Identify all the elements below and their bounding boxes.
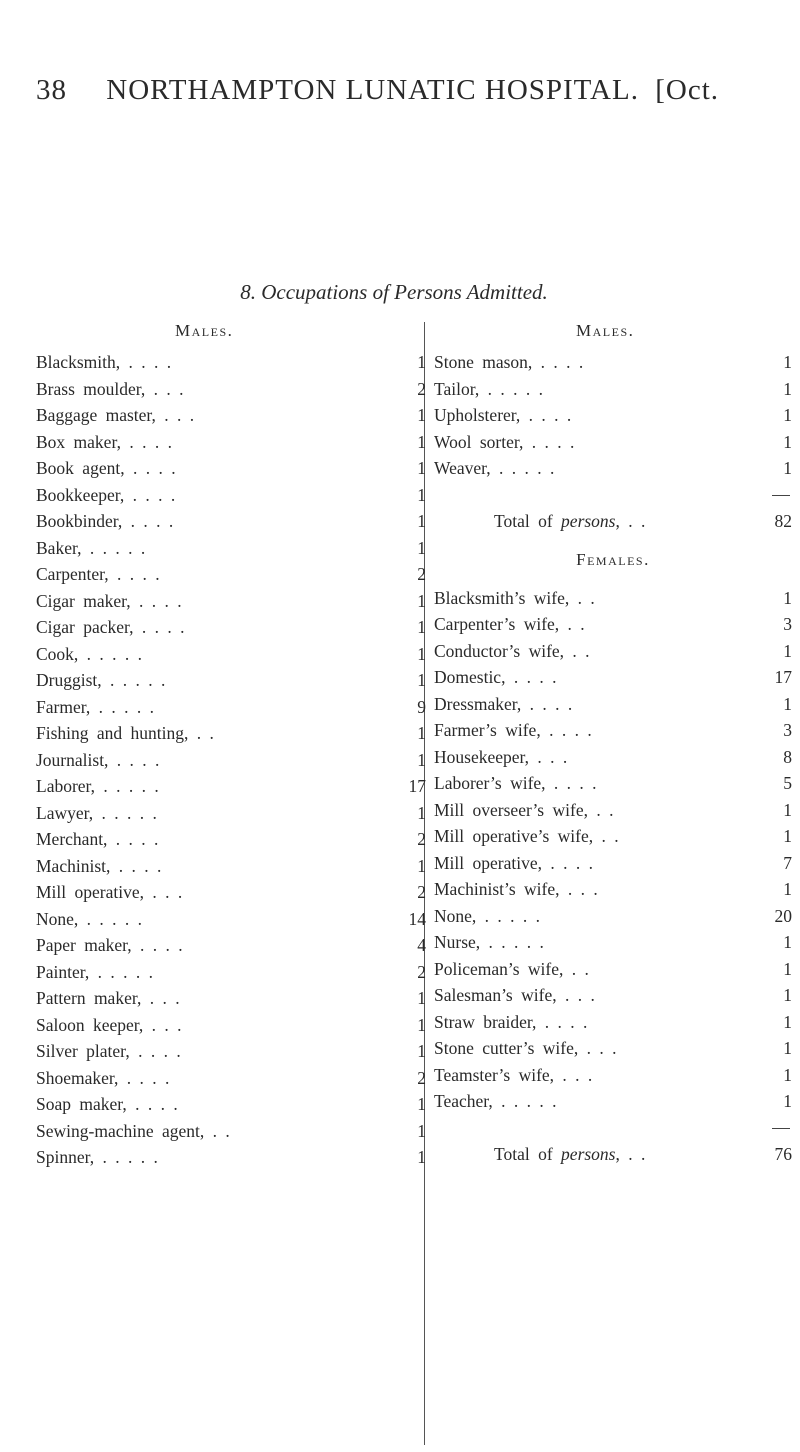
- occupation-name: Mill operative, . . .: [36, 882, 183, 902]
- sum-rule: [434, 482, 792, 509]
- male-occupation-row: [36, 853, 426, 880]
- occupation-count: 1: [783, 985, 792, 1005]
- occupation-name: Domestic, . . . .: [434, 667, 557, 687]
- male-occupation-row: [434, 349, 792, 376]
- male-occupation-row: [434, 429, 792, 456]
- occupation-count: 7: [783, 852, 792, 873]
- occupation-name: Book agent, . . . .: [36, 458, 176, 478]
- occupation-name: Shoemaker, . . . .: [36, 1067, 170, 1088]
- male-occupation-row: [36, 667, 426, 694]
- occupation-count: 1: [783, 932, 792, 952]
- occupation-name: Stone cutter’s wife, . . .: [434, 1038, 617, 1058]
- male-occupation-row: [36, 800, 426, 827]
- occupation-name: Nurse, . . . . .: [434, 932, 544, 952]
- occupation-count: 1: [783, 1038, 792, 1058]
- page-title: NORTHAMPTON LUNATIC HOSPITAL.: [106, 74, 639, 106]
- occupation-count: 1: [783, 693, 792, 714]
- occupation-count: 1: [417, 988, 426, 1008]
- occupation-name: Carpenter’s wife, . .: [434, 614, 585, 634]
- female-occupation-row: [434, 1035, 792, 1062]
- male-occupation-row: [36, 1144, 426, 1171]
- occupation-name: Housekeeper, . . .: [434, 746, 568, 767]
- occupation-name: Wool sorter, . . . .: [434, 431, 575, 452]
- male-occupation-row: [36, 1038, 426, 1065]
- occupation-name: Merchant, . . . .: [36, 829, 159, 849]
- occupation-count: 17: [408, 776, 426, 796]
- occupation-name: Carpenter, . . . .: [36, 564, 160, 584]
- male-occupation-row: [36, 1012, 426, 1039]
- occupation-count: 2: [417, 378, 426, 399]
- male-occupation-row: [36, 932, 426, 959]
- male-occupation-row: [36, 455, 426, 482]
- female-occupation-row: [434, 876, 792, 903]
- occupation-count: 1: [417, 590, 426, 611]
- female-occupation-row: [434, 664, 792, 691]
- occupation-name: Laborer, . . . . .: [36, 776, 159, 796]
- occupation-count: 1: [417, 458, 426, 478]
- occupation-name: Cook, . . . . .: [36, 643, 143, 664]
- occupation-name: Straw braider, . . . .: [434, 1011, 588, 1032]
- occupation-count: 1: [417, 537, 426, 558]
- male-occupation-row: [36, 429, 426, 456]
- page-month: [Oct.: [655, 74, 720, 106]
- female-occupation-row: [434, 770, 792, 797]
- male-occupation-row: [36, 1065, 426, 1092]
- occupation-name: Blacksmith, . . . .: [36, 352, 172, 372]
- right-column-heading: Males.: [576, 321, 635, 340]
- occupation-name: Baggage master, . . .: [36, 405, 195, 425]
- occupation-count: 5: [783, 773, 792, 793]
- occupation-count: 1: [783, 1091, 792, 1111]
- occupation-count: 2: [417, 1067, 426, 1088]
- occupation-count: 20: [774, 905, 792, 926]
- occupation-count: 1: [417, 617, 426, 637]
- female-occupation-row: [434, 717, 792, 744]
- occupation-count: 1: [417, 405, 426, 425]
- occupation-name: Mill operative’s wife, . .: [434, 826, 619, 846]
- total-count: 82: [774, 511, 792, 531]
- occupation-count: 1: [783, 431, 792, 452]
- occupation-count: 1: [417, 670, 426, 690]
- occupation-count: 2: [417, 961, 426, 982]
- male-occupation-row: [36, 1118, 426, 1145]
- occupation-count: 1: [783, 1064, 792, 1085]
- occupation-name: Mill overseer’s wife, . .: [434, 799, 614, 820]
- occupation-count: 1: [783, 352, 792, 372]
- left-column-list: [36, 349, 426, 1171]
- occupation-count: 2: [417, 829, 426, 849]
- total-label: Total of persons, . .: [494, 1144, 646, 1164]
- occupation-name: Baker, . . . . .: [36, 537, 146, 558]
- occupation-name: None, . . . . .: [434, 905, 541, 926]
- male-occupation-row: [36, 349, 426, 376]
- occupation-count: 1: [417, 1094, 426, 1114]
- male-occupation-row: [36, 588, 426, 615]
- occupation-name: Machinist, . . . .: [36, 855, 162, 876]
- female-occupation-row: [434, 823, 792, 850]
- sum-rule-line: [772, 1128, 790, 1129]
- occupation-name: Bookkeeper, . . . .: [36, 484, 176, 505]
- female-occupation-row: [434, 903, 792, 930]
- female-occupation-row: [434, 744, 792, 771]
- occupation-name: Weaver, . . . . .: [434, 458, 555, 478]
- occupation-name: Mill operative, . . . .: [434, 852, 594, 873]
- female-occupation-row: [434, 1062, 792, 1089]
- occupation-name: Upholsterer, . . . .: [434, 405, 572, 425]
- male-occupation-row: [36, 641, 426, 668]
- total-row: [434, 1141, 792, 1168]
- occupation-name: Journalist, . . . .: [36, 749, 160, 770]
- male-occupation-row: [36, 773, 426, 800]
- occupation-count: 4: [417, 935, 426, 955]
- occupation-name: Fishing and hunting, . .: [36, 723, 214, 743]
- occupation-count: 3: [783, 720, 792, 740]
- male-occupation-row: [36, 535, 426, 562]
- occupation-count: 1: [783, 378, 792, 399]
- occupation-name: Machinist’s wife, . . .: [434, 879, 598, 899]
- females-heading: Females.: [576, 549, 650, 569]
- occupation-name: None, . . . . .: [36, 908, 143, 929]
- male-occupation-row: [36, 694, 426, 721]
- male-occupation-row: [36, 985, 426, 1012]
- occupation-name: Spinner, . . . . .: [36, 1147, 158, 1167]
- total-row: [434, 508, 792, 535]
- male-occupation-row: [434, 455, 792, 482]
- total-label: Total of persons, . .: [494, 511, 646, 531]
- female-occupation-row: [434, 1088, 792, 1115]
- occupation-count: 1: [783, 640, 792, 661]
- occupation-name: Salesman’s wife, . . .: [434, 985, 595, 1005]
- occupation-count: 1: [417, 1147, 426, 1167]
- female-occupation-row: [434, 797, 792, 824]
- male-occupation-row: [36, 959, 426, 986]
- occupation-name: Bookbinder, . . . .: [36, 511, 174, 531]
- female-occupation-row: [434, 611, 792, 638]
- occupation-name: Cigar maker, . . . .: [36, 590, 182, 611]
- occupation-count: 3: [783, 614, 792, 634]
- occupation-count: 9: [417, 696, 426, 717]
- female-occupation-row: [434, 929, 792, 956]
- occupation-name: Policeman’s wife, . .: [434, 958, 589, 979]
- occupation-name: Silver plater, . . . .: [36, 1041, 181, 1061]
- occupation-count: 1: [417, 723, 426, 743]
- female-occupation-row: [434, 691, 792, 718]
- male-occupation-row: [36, 906, 426, 933]
- occupation-count: 1: [417, 484, 426, 505]
- occupation-name: Farmer’s wife, . . . .: [434, 720, 592, 740]
- occupation-count: 1: [417, 643, 426, 664]
- left-column-heading: Males.: [175, 321, 234, 340]
- occupation-name: Cigar packer, . . . .: [36, 617, 185, 637]
- occupation-count: 1: [417, 855, 426, 876]
- occupation-count: 1: [783, 458, 792, 478]
- sum-rule-line: [772, 495, 790, 496]
- running-head: [36, 74, 766, 107]
- page-number: 38: [36, 74, 67, 106]
- occupation-name: Conductor’s wife, . .: [434, 640, 590, 661]
- female-occupation-row: [434, 850, 792, 877]
- occupation-name: Brass moulder, . . .: [36, 378, 184, 399]
- male-occupation-row: [36, 879, 426, 906]
- occupation-count: 2: [417, 564, 426, 584]
- occupation-count: 1: [417, 1014, 426, 1035]
- male-occupation-row: [36, 614, 426, 641]
- occupation-name: Teacher, . . . . .: [434, 1091, 557, 1111]
- occupation-name: Soap maker, . . . .: [36, 1094, 178, 1114]
- occupation-name: Stone mason, . . . .: [434, 352, 584, 372]
- female-occupation-row: [434, 1009, 792, 1036]
- sum-rule: [434, 1115, 792, 1142]
- male-occupation-row: [36, 508, 426, 535]
- occupation-name: Blacksmith’s wife, . .: [434, 587, 595, 608]
- occupation-count: 1: [417, 1120, 426, 1141]
- occupation-name: Lawyer, . . . . .: [36, 802, 157, 823]
- occupation-count: 1: [783, 799, 792, 820]
- occupation-name: Teamster’s wife, . . .: [434, 1064, 593, 1085]
- occupation-count: 1: [417, 431, 426, 452]
- occupation-count: 1: [417, 1041, 426, 1061]
- right-column-list: [434, 349, 792, 1168]
- occupation-name: Tailor, . . . . .: [434, 378, 543, 399]
- male-occupation-row: [434, 402, 792, 429]
- section-title: 8. Occupations of Persons Admitted.: [240, 280, 548, 304]
- occupation-count: 1: [417, 352, 426, 372]
- occupation-count: 1: [783, 587, 792, 608]
- occupation-count: 1: [783, 826, 792, 846]
- occupation-count: 8: [783, 746, 792, 767]
- occupation-name: Farmer, . . . . .: [36, 696, 154, 717]
- occupation-count: 1: [783, 405, 792, 425]
- occupation-count: 1: [417, 511, 426, 531]
- occupation-count: 1: [417, 749, 426, 770]
- male-occupation-row: [434, 376, 792, 403]
- occupation-name: Box maker, . . . .: [36, 431, 172, 452]
- occupation-name: Paper maker, . . . .: [36, 935, 183, 955]
- female-occupation-row: [434, 585, 792, 612]
- occupation-count: 1: [783, 1011, 792, 1032]
- occupation-count: 2: [417, 882, 426, 902]
- occupation-count: 1: [783, 879, 792, 899]
- occupation-name: Pattern maker, . . .: [36, 988, 180, 1008]
- female-occupation-row: [434, 982, 792, 1009]
- male-occupation-row: [36, 747, 426, 774]
- occupation-count: 1: [783, 958, 792, 979]
- occupation-count: 14: [408, 908, 426, 929]
- occupation-count: 17: [774, 667, 792, 687]
- occupation-count: 1: [417, 802, 426, 823]
- male-occupation-row: [36, 402, 426, 429]
- occupation-name: Laborer’s wife, . . . .: [434, 773, 597, 793]
- male-occupation-row: [36, 1091, 426, 1118]
- male-occupation-row: [36, 720, 426, 747]
- occupation-name: Sewing-machine agent, . .: [36, 1120, 230, 1141]
- total-count: 76: [774, 1144, 792, 1164]
- occupation-name: Painter, . . . . .: [36, 961, 153, 982]
- male-occupation-row: [36, 826, 426, 853]
- occupation-name: Dressmaker, . . . .: [434, 693, 573, 714]
- occupation-name: Druggist, . . . . .: [36, 670, 166, 690]
- male-occupation-row: [36, 561, 426, 588]
- male-occupation-row: [36, 376, 426, 403]
- female-occupation-row: [434, 956, 792, 983]
- male-occupation-row: [36, 482, 426, 509]
- female-occupation-row: [434, 638, 792, 665]
- occupation-name: Saloon keeper, . . .: [36, 1014, 182, 1035]
